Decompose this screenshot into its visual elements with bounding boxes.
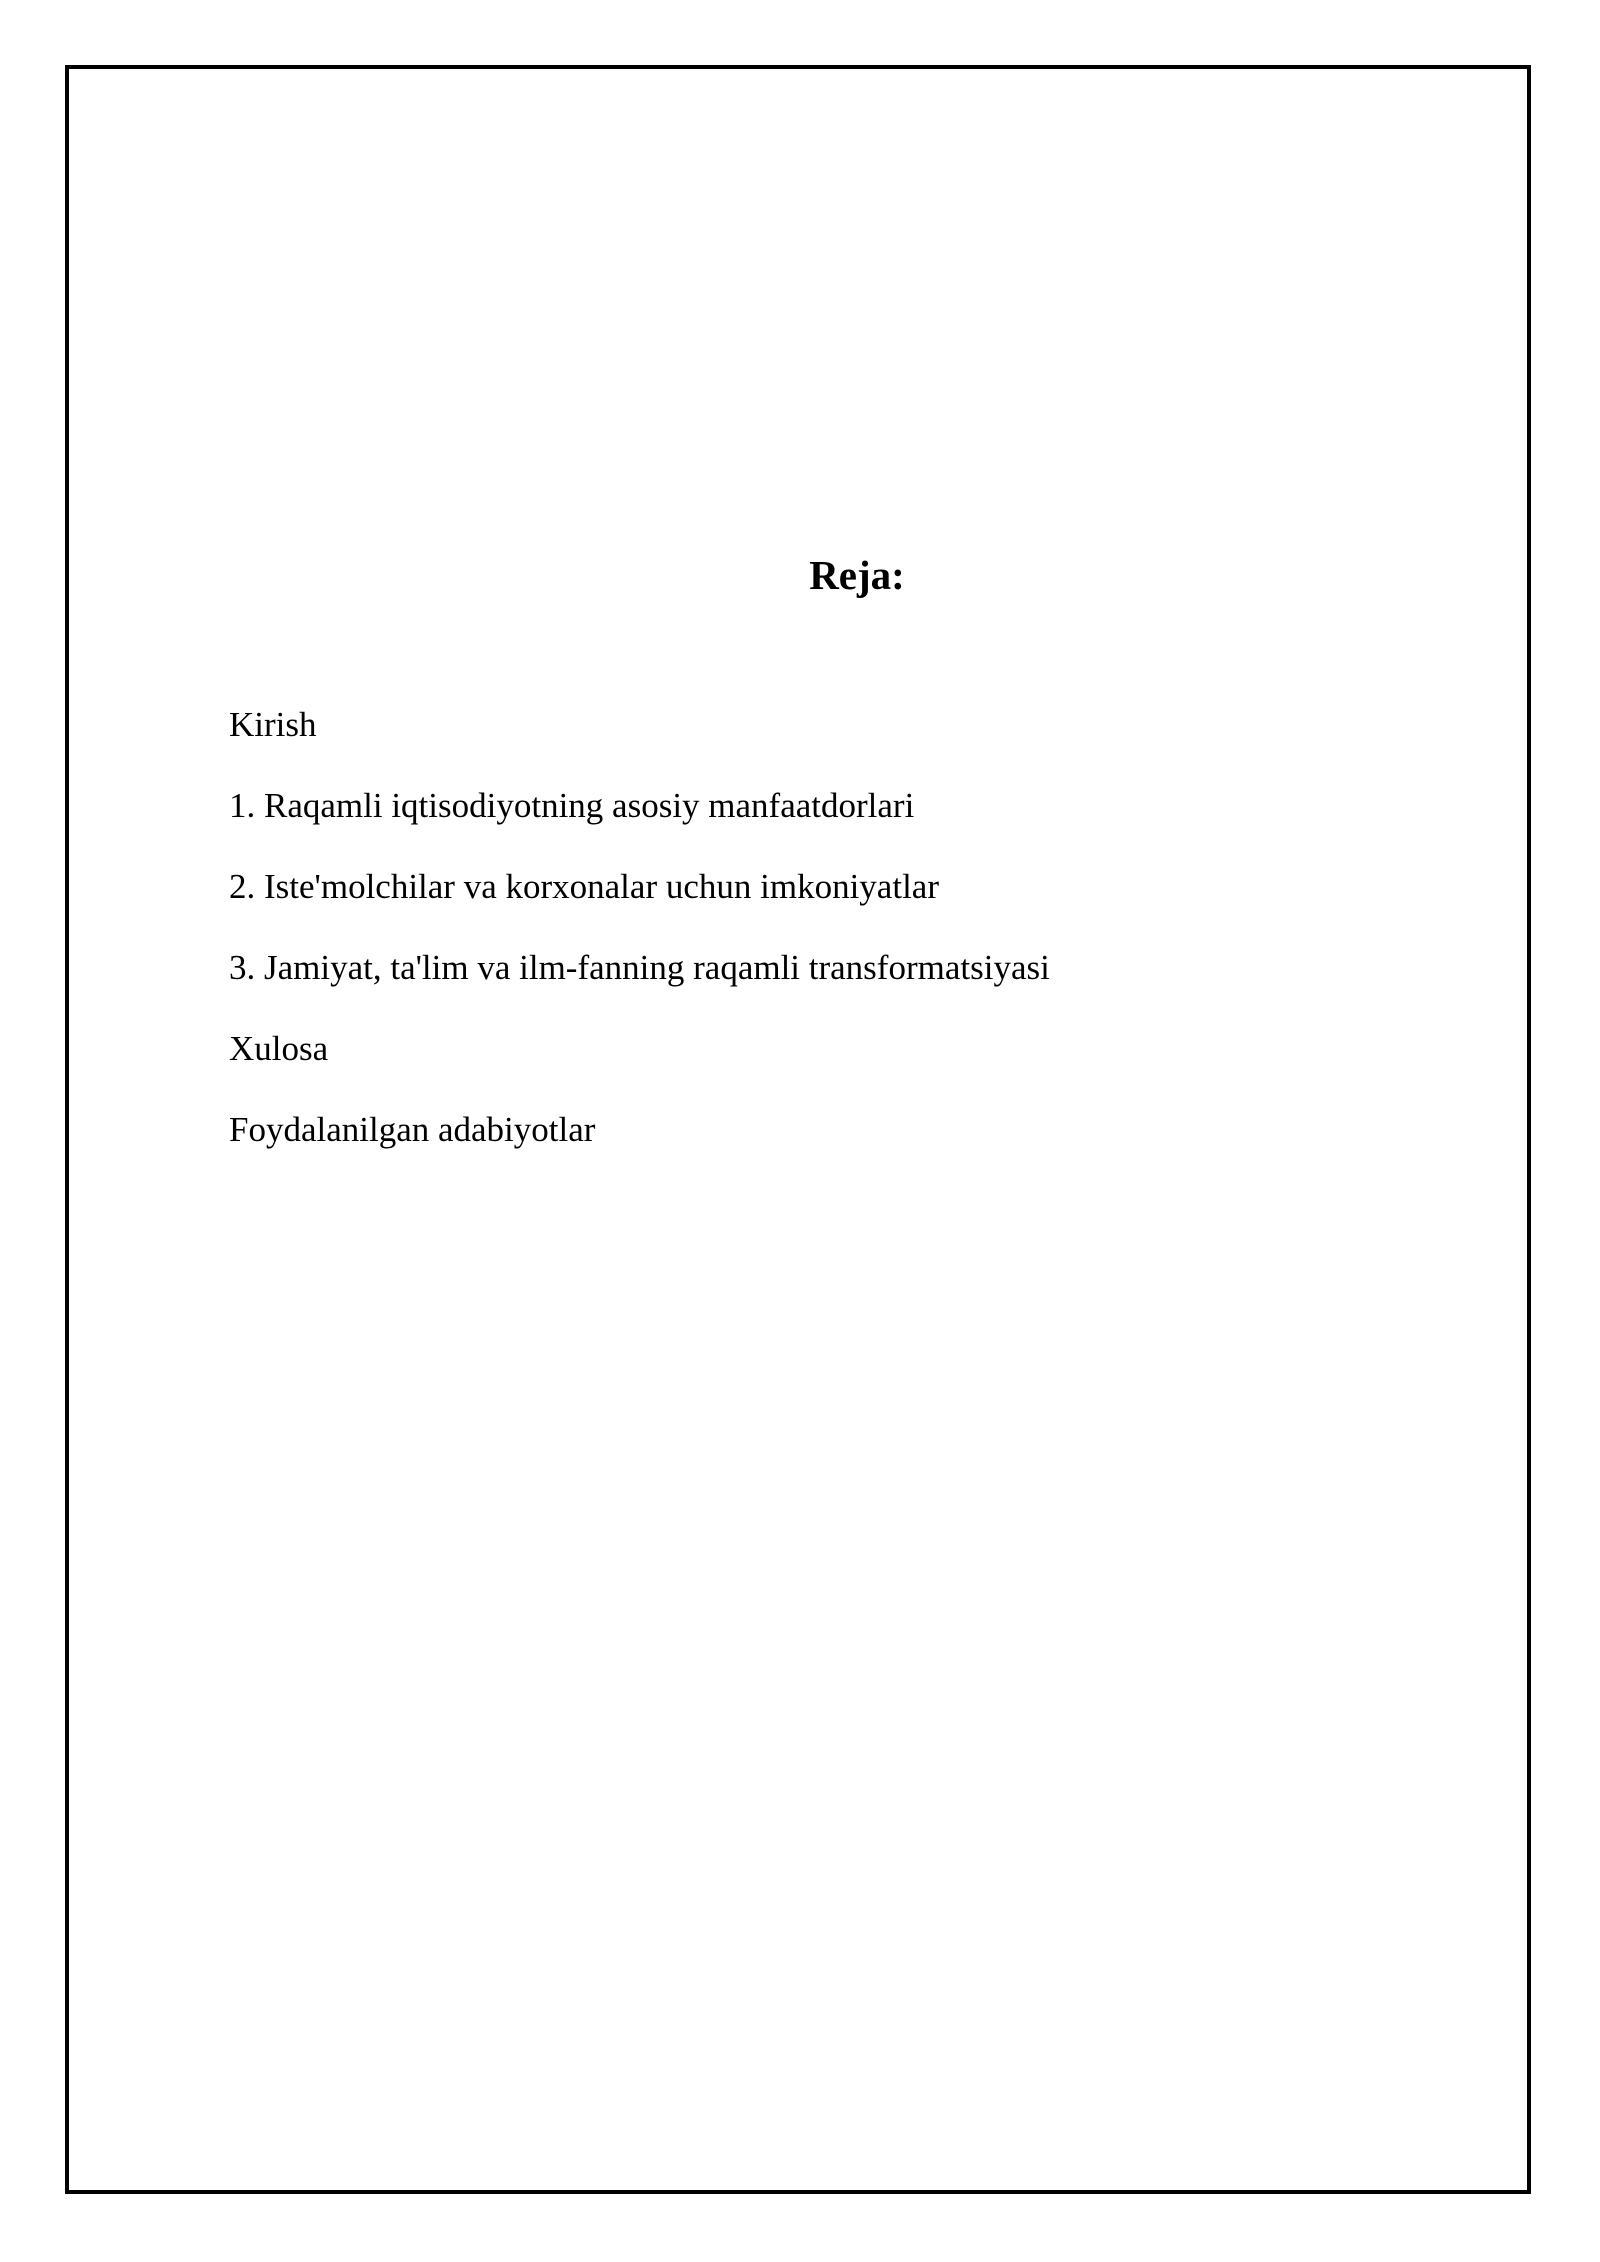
toc-item-references: Foydalanilgan adabiyotlar <box>229 1110 596 1149</box>
toc-item-conclusion: Xulosa <box>229 1029 329 1068</box>
page-title: Reja: <box>809 552 905 598</box>
table-of-contents <box>229 695 1429 1181</box>
toc-item-2: 2. Iste'molchilar va korxonalar uchun imkoniyatlar <box>229 867 939 906</box>
toc-item-introduction: Kirish <box>229 705 317 744</box>
toc-item-1: 1. Raqamli iqtisodiyotning asosiy manfaatdorlari <box>229 786 915 825</box>
toc-item-3: 3. Jamiyat, ta'lim va ilm-fanning raqamli transformatsiyasi <box>229 948 1050 987</box>
